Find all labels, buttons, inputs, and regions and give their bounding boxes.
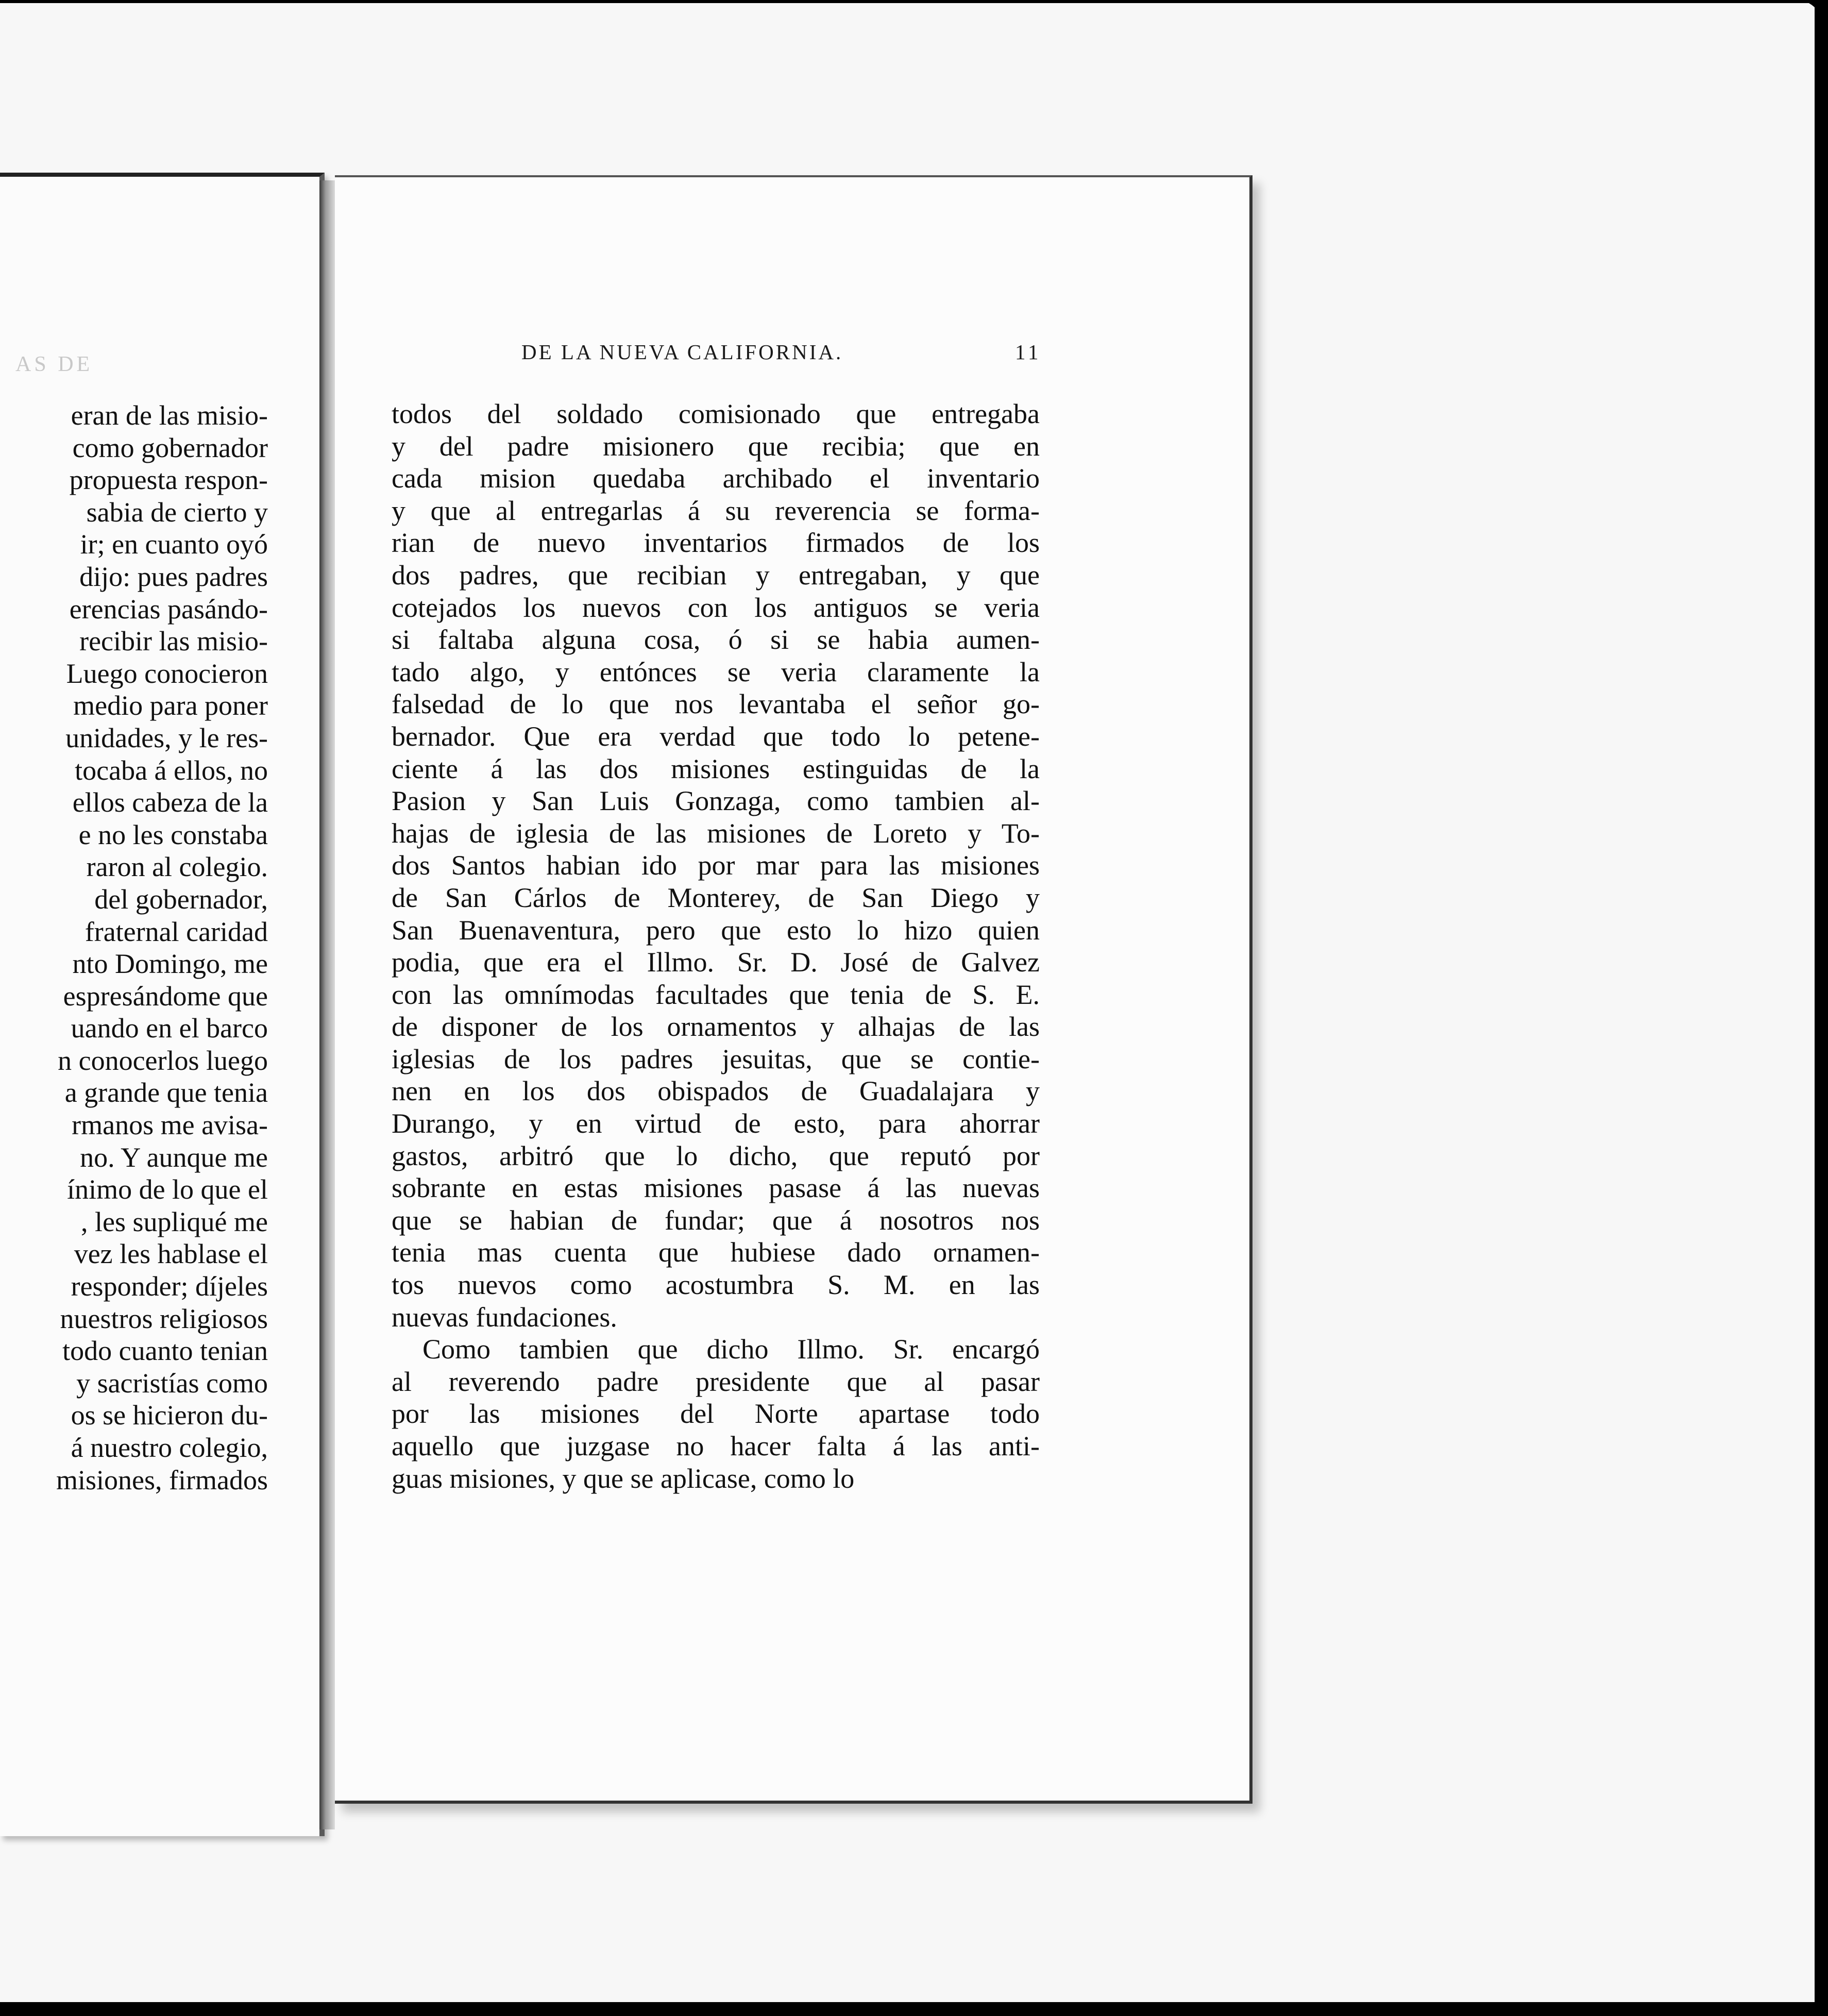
frame-top-edge — [0, 0, 1828, 3]
text-line: si faltaba alguna cosa, ó si se habia aumen- — [392, 624, 1040, 656]
left-running-head-fragment: AS DE — [15, 352, 93, 376]
text-line: , les supliqué me — [81, 1206, 268, 1237]
text-line: erencias pasándo- — [69, 593, 268, 625]
text-line: tado algo, y entónces se veria claramente la — [392, 656, 1040, 687]
text-line: nto Domingo, me — [72, 948, 268, 980]
text-line: recibir las misio- — [79, 626, 268, 657]
text-line: guas misiones, y que se aplicase, como lo — [392, 1463, 855, 1494]
frame-bottom-edge — [0, 2004, 1828, 2016]
text-line: rmanos me avisa- — [72, 1110, 268, 1141]
text-line: ciente á las dos misiones estinguidas de la — [392, 753, 1040, 784]
frame-right-edge — [1815, 0, 1828, 2016]
text-line: vez les hablase el — [74, 1238, 268, 1270]
text-line: medio para poner — [73, 690, 268, 721]
text-line: cotejados los nuevos con los antiguos se veria — [392, 592, 1040, 623]
text-line: ir; en cuanto oyó — [80, 529, 268, 560]
text-line: sabia de cierto y — [86, 496, 268, 528]
text-line: unidades, y le res- — [65, 722, 268, 753]
text-line: tenia mas cuenta que hubiese dado ornamen- — [392, 1237, 1040, 1268]
running-head: DE LA NUEVA CALIFORNIA. — [521, 340, 843, 364]
text-line: gastos, arbitró que lo dicho, que reputó por — [392, 1140, 1040, 1171]
text-line: eran de las misio- — [71, 400, 268, 431]
text-line: San Buenaventura, pero que esto lo hizo quien — [392, 914, 1040, 946]
text-line: tos nuevos como acostumbra S. M. en las — [392, 1269, 1040, 1301]
text-line: del gobernador, — [94, 883, 268, 915]
text-line: propuesta respon- — [69, 464, 268, 496]
text-line: Como tambien que dicho Illmo. Sr. encargó — [422, 1334, 1040, 1365]
text-line: tocaba á ellos, no — [75, 754, 268, 786]
text-line: Luego conocieron — [66, 658, 268, 689]
text-line: no. Y aunque me — [80, 1141, 268, 1173]
text-line: por las misiones del Norte apartase todo — [392, 1398, 1040, 1430]
text-line: al reverendo padre presidente que al pasar — [392, 1366, 1040, 1397]
text-line: y que al entregarlas á su reverencia se forma- — [392, 495, 1040, 526]
text-line: misiones, firmados — [56, 1464, 268, 1496]
text-line: e no les constaba — [78, 819, 268, 850]
text-line: de San Cárlos de Monterey, de San Diego y — [392, 882, 1040, 913]
text-line: con las omnímodas facultades que tenia de S. E. — [392, 979, 1040, 1010]
text-line: todos del soldado comisionado que entregaba — [392, 398, 1040, 429]
text-line: uando en el barco — [71, 1013, 268, 1044]
text-line: dos Santos habian ido por mar para las misiones — [392, 850, 1040, 881]
text-line: podia, que era el Illmo. Sr. D. José de Galvez — [392, 947, 1040, 978]
text-line: Durango, y en virtud de esto, para ahorrar — [392, 1108, 1040, 1139]
text-line: sobrante en estas misiones pasase á las nuevas — [392, 1172, 1040, 1204]
right-page — [335, 175, 1252, 1804]
left-page — [0, 173, 325, 1836]
text-line: bernador. Que era verdad que todo lo petene- — [392, 720, 1040, 752]
page-number: 11 — [1015, 340, 1042, 364]
text-line: iglesias de los padres jesuitas, que se contie- — [392, 1043, 1040, 1074]
text-line: aquello que juzgase no hacer falta á las anti- — [392, 1431, 1040, 1461]
text-line: n conocerlos luego — [58, 1045, 268, 1076]
text-line: nuestros religiosos — [60, 1303, 268, 1334]
text-line: dijo: pues padres — [79, 561, 268, 592]
text-line: todo cuanto tenian — [62, 1335, 268, 1367]
text-line: como gobernador — [72, 432, 268, 463]
text-line: nen en los dos obispados de Guadalajara y — [392, 1076, 1040, 1107]
text-line: fraternal caridad — [84, 916, 268, 947]
text-line: que se habian de fundar; que á nosotros nos — [392, 1204, 1040, 1236]
text-line: responder; díjeles — [71, 1271, 268, 1302]
text-line: de disponer de los ornamentos y alhajas de las — [392, 1011, 1040, 1043]
text-line: Pasion y San Luis Gonzaga, como tambien al- — [392, 785, 1040, 817]
text-line: nuevas fundaciones. — [392, 1301, 617, 1333]
text-line: y sacristías como — [76, 1367, 268, 1399]
text-line: rian de nuevo inventarios firmados de los — [392, 527, 1040, 559]
text-line: os se hicieron du- — [71, 1400, 268, 1431]
text-line: hajas de iglesia de las misiones de Loreto y To- — [392, 817, 1040, 849]
left-page-text — [0, 399, 268, 1496]
page-body-text — [392, 398, 1040, 1494]
text-line: á nuestro colegio, — [71, 1432, 268, 1463]
text-line: a grande que tenia — [64, 1077, 268, 1108]
text-line: dos padres, que recibian y entregaban, y que — [392, 559, 1040, 591]
text-line: raron al colegio. — [86, 851, 268, 883]
text-line: ellos cabeza de la — [72, 787, 268, 818]
text-line: falsedad de lo que nos levantaba el señor go- — [392, 688, 1040, 720]
text-line: ínimo de lo que el — [67, 1174, 268, 1205]
book-spine — [319, 180, 335, 1829]
text-line: cada mision quedaba archibado el inventario — [392, 463, 1040, 494]
text-line: espresándome que — [63, 980, 268, 1012]
text-line: y del padre misionero que recibia; que en — [392, 430, 1040, 462]
